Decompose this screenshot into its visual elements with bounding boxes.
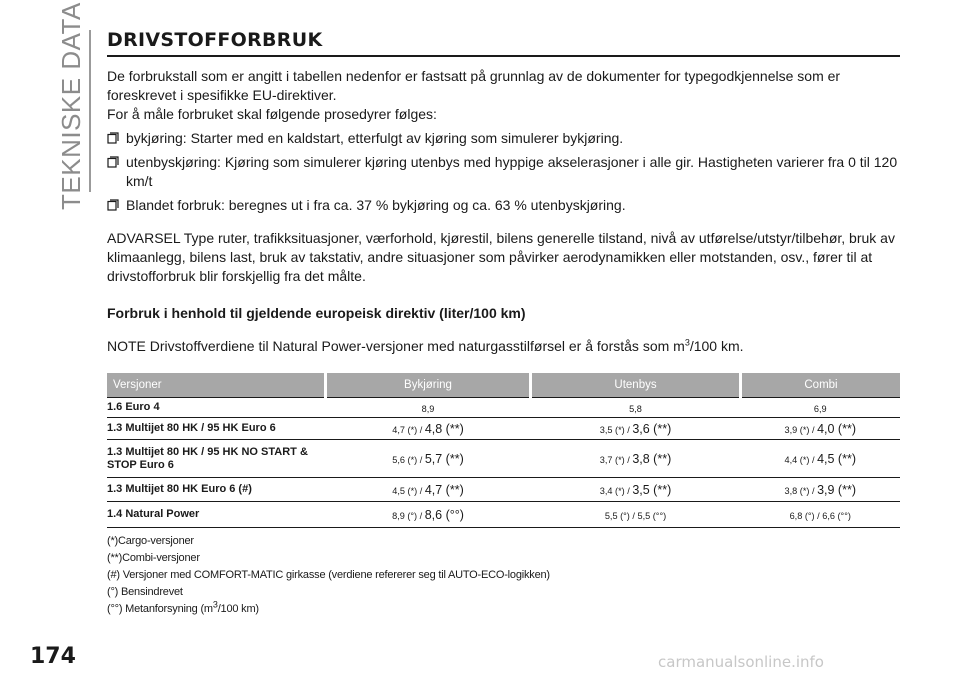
side-tab-label: TEKNISKE DATA xyxy=(56,2,86,210)
footnote: (*)Cargo-versjoner xyxy=(107,535,194,547)
list-item-text: bykjøring: Starter med en kaldstart, etterfulgt av kjøring som simulerer bykjøring. xyxy=(126,130,624,146)
list-item xyxy=(107,129,900,148)
value-primary: 3,8 (*) / xyxy=(784,485,818,496)
value-secondary: 3,9 (**) xyxy=(817,482,856,497)
footnotes xyxy=(107,533,900,618)
value-primary: 5,5 (°) / 5,5 (°°) xyxy=(604,510,667,521)
value-primary: 3,5 (*) / xyxy=(599,424,633,435)
version-cell: 1.3 Multijet 80 HK / 95 HK Euro 6 xyxy=(107,418,326,440)
warning-paragraph: ADVARSEL Type ruter, trafikksituasjoner, værforhold, kjørestil, bilens generelle tilstand, nivå av utførelse/utstyr/tilbehør, bruk av klimaanlegg, bilens last, bruk av takstativ, andre situasjoner som påvirker aerodynamikken eller motstanden, osv., fører til at drivstofforbruk blir forskjellig fra det målte. xyxy=(107,230,895,284)
header-city: Bykjøring xyxy=(326,373,531,398)
intro-procedure: For å måle forbruket skal følgende prosedyrer følges: xyxy=(107,106,437,122)
value-cell xyxy=(741,478,901,502)
table-header-row xyxy=(107,373,900,398)
value-cell xyxy=(531,440,741,478)
list-item-text: Blandet forbruk: beregnes ut i fra ca. 37 % bykjøring og ca. 63 % utenbyskjøring. xyxy=(126,197,626,213)
checkbox-bullet-icon xyxy=(107,132,119,144)
checkbox-bullet-icon xyxy=(107,156,119,168)
table-row xyxy=(107,478,900,502)
version-cell: 1.4 Natural Power xyxy=(107,502,326,528)
value-secondary: 3,5 (**) xyxy=(632,482,672,497)
list-item-text: utenbyskjøring: Kjøring som simulerer kjøring utenbys med hyppige akselerasjoner i alle gir. Hastigheten varierer fra 0 til 120 km/t xyxy=(126,154,898,189)
list-item xyxy=(107,153,900,191)
table-row xyxy=(107,398,900,418)
value-cell xyxy=(741,418,901,440)
value-cell xyxy=(531,502,741,528)
version-cell: 1.3 Multijet 80 HK / 95 HK NO START & STOP Euro 6 xyxy=(107,440,326,478)
footnote: (**)Combi-versjoner xyxy=(107,552,200,564)
value-cell xyxy=(531,398,741,418)
table-row xyxy=(107,418,900,440)
list-item xyxy=(107,196,900,215)
checkbox-bullet-icon xyxy=(107,199,119,211)
consumption-table xyxy=(107,373,900,528)
value-primary: 3,4 (*) / xyxy=(599,485,633,496)
value-primary: 5,8 xyxy=(629,403,642,414)
value-cell xyxy=(531,478,741,502)
footnote: (°) Bensindrevet xyxy=(107,586,183,598)
value-cell xyxy=(326,440,531,478)
footnote-text-end: /100 km) xyxy=(217,603,259,615)
value-cell xyxy=(326,398,531,418)
value-primary: 4,7 (*) / xyxy=(392,424,425,435)
value-primary: 6,8 (°) / 6,6 (°°) xyxy=(789,510,851,521)
side-rule xyxy=(89,30,91,192)
value-cell xyxy=(326,502,531,528)
version-cell: 1.6 Euro 4 xyxy=(107,398,326,418)
value-primary: 4,4 (*) / xyxy=(784,454,818,465)
value-secondary: 4,0 (**) xyxy=(817,421,856,436)
footnote-superscript: 3 xyxy=(212,599,218,610)
section-title: DRIVSTOFFORBRUK xyxy=(107,29,900,57)
value-primary: 8,9 xyxy=(421,403,435,414)
value-secondary: 4,7 (**) xyxy=(424,482,464,497)
value-cell xyxy=(741,502,901,528)
footnote: (#) Versjoner med COMFORT-MATIC girkasse (verdiene refererer seg til AUTO-ECO-logikken) xyxy=(107,569,550,581)
table-heading: Forbruk i henhold til gjeldende europeisk direktiv (liter/100 km) xyxy=(107,305,526,321)
value-secondary: 3,8 (**) xyxy=(632,451,672,466)
value-secondary: 8,6 (°°) xyxy=(424,507,464,522)
note-paragraph xyxy=(107,337,900,356)
version-cell: 1.3 Multijet 80 HK Euro 6 (#) xyxy=(107,478,326,502)
value-cell xyxy=(531,418,741,440)
note-text-end: /100 km. xyxy=(689,338,744,354)
page-number: 174 xyxy=(30,644,76,669)
note-superscript: 3 xyxy=(684,337,690,348)
table-row xyxy=(107,502,900,528)
footnote xyxy=(107,601,900,618)
value-primary: 8,9 (°) / xyxy=(392,510,425,521)
main-content xyxy=(107,29,900,618)
header-combi: Combi xyxy=(741,373,901,398)
value-primary: 3,9 (*) / xyxy=(784,424,818,435)
value-primary: 3,7 (*) / xyxy=(599,454,633,465)
table-row xyxy=(107,440,900,478)
value-primary: 4,5 (*) / xyxy=(392,485,425,496)
value-secondary: 4,8 (**) xyxy=(424,421,464,436)
note-text: NOTE Drivstoffverdiene til Natural Power-versjoner med naturgasstilførsel er å forstås som m xyxy=(107,338,685,354)
footnote-text: (°°) Metanforsyning (m xyxy=(107,603,213,615)
value-secondary: 4,5 (**) xyxy=(817,451,856,466)
watermark: carmanualsonline.info xyxy=(658,653,824,671)
value-secondary: 5,7 (**) xyxy=(424,451,464,466)
value-primary: 5,6 (*) / xyxy=(392,454,425,465)
header-extra-urban: Utenbys xyxy=(531,373,741,398)
value-cell xyxy=(326,418,531,440)
header-versions: Versjoner xyxy=(107,373,326,398)
value-secondary: 3,6 (**) xyxy=(632,421,672,436)
value-cell xyxy=(741,440,901,478)
value-primary: 6,9 xyxy=(813,403,827,414)
side-tab xyxy=(52,2,86,210)
value-cell xyxy=(326,478,531,502)
intro-paragraph: De forbrukstall som er angitt i tabellen nedenfor er fastsatt på grunnlag av de dokumenter for typegodkjennelse som er foreskrevet i spesifikke EU-direktiver. xyxy=(107,68,841,103)
value-cell xyxy=(741,398,901,418)
